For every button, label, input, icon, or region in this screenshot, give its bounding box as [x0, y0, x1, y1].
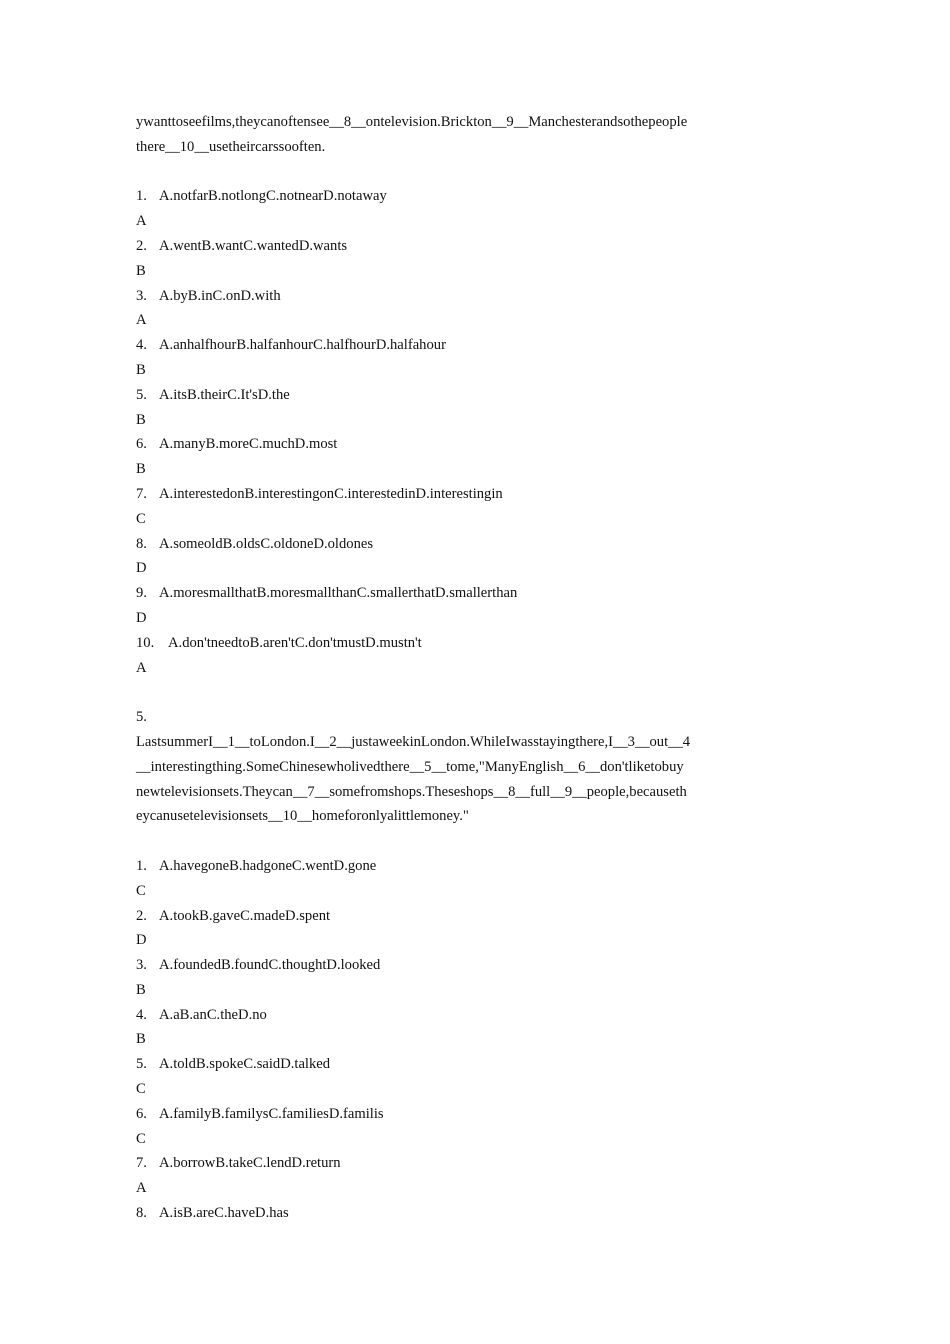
question-number: 10. [136, 634, 155, 651]
question-number: 9. [136, 585, 147, 602]
passage-line: ywanttoseefilms,theycanoftensee__8__ontelevision.Brickton__9__Manchesterandsothepeople [136, 114, 688, 130]
question-number: 3. [136, 287, 147, 304]
question-options: A.someoldB.oldsC.oldoneD.oldones [159, 535, 374, 552]
question-item [136, 904, 756, 929]
answer: C [136, 510, 146, 527]
question-options: A.familyB.familysC.familiesD.familis [159, 1105, 384, 1122]
question-options: A.borrowB.takeC.lendD.return [159, 1155, 341, 1172]
answer: B [136, 461, 146, 478]
passage-5 [136, 730, 756, 829]
answer: A [136, 1180, 147, 1197]
answer: C [136, 1081, 146, 1098]
question-options: A.toldB.spokeC.saidD.talked [159, 1056, 331, 1073]
question-item [136, 482, 756, 507]
answer: D [136, 560, 147, 577]
question-item [136, 532, 756, 557]
question-options: A.interestedonB.interestingonC.interestedinD.interestingin [159, 485, 503, 502]
question-number: 1. [136, 857, 147, 874]
answer: B [136, 361, 146, 378]
question-options: A.byB.inC.onD.with [159, 287, 281, 304]
question-item [136, 383, 756, 408]
question-options: A.moresmallthatB.moresmallthanC.smallerthatD.smallerthan [159, 585, 518, 602]
question-number: 4. [136, 1006, 147, 1023]
question-item [136, 432, 756, 457]
question-item [136, 1052, 756, 1077]
passage-line: __interestingthing.SomeChinesewholivedthere__5__tome,"ManyEnglish__6__don'tliketobuy [136, 758, 684, 775]
question-options: A.don'tneedtoB.aren'tC.don'tmustD.mustn't [168, 634, 422, 651]
answer: B [136, 262, 146, 279]
question-item [136, 284, 756, 309]
spacer [136, 680, 756, 705]
passage-line: eycanusetelevisionsets__10__homeforonlyalittlemoney." [136, 808, 469, 825]
question-list-5 [136, 854, 756, 1226]
question-number: 2. [136, 237, 147, 254]
question-item [136, 234, 756, 259]
question-item [136, 1003, 756, 1028]
answer: D [136, 609, 147, 626]
answer: A [136, 659, 147, 676]
question-options: A.notfarB.notlongC.notnearD.notaway [159, 188, 387, 205]
answer: A [136, 213, 147, 230]
question-options: A.havegoneB.hadgoneC.wentD.gone [159, 857, 377, 874]
question-number: 6. [136, 1105, 147, 1122]
question-options: A.wentB.wantC.wantedD.wants [159, 237, 348, 254]
question-number: 5. [136, 1056, 147, 1073]
answer: B [136, 1031, 146, 1048]
question-number: 2. [136, 907, 147, 924]
question-number: 7. [136, 1155, 147, 1172]
question-options: A.isB.areC.haveD.has [159, 1205, 289, 1222]
section-number: 5. [136, 709, 147, 726]
question-item [136, 854, 756, 879]
passage-4-tail [136, 110, 756, 160]
spacer [136, 160, 756, 185]
question-number: 8. [136, 535, 147, 552]
question-item [136, 581, 756, 606]
question-item [136, 184, 756, 209]
page-content [136, 110, 756, 1226]
passage-line: LastsummerI__1__toLondon.I__2__justaweekinLondon.WhileIwasstayingthere,I__3__out__4 [136, 733, 691, 750]
question-item [136, 631, 756, 656]
question-list-4 [136, 184, 756, 680]
answer: C [136, 1130, 146, 1147]
question-options: A.aB.anC.theD.no [159, 1006, 267, 1023]
question-number: 8. [136, 1205, 147, 1222]
question-number: 3. [136, 957, 147, 974]
answer: B [136, 981, 146, 998]
question-item [136, 1201, 756, 1226]
answer: C [136, 882, 146, 899]
question-options: A.manyB.moreC.muchD.most [159, 436, 338, 453]
question-item [136, 333, 756, 358]
question-item [136, 1102, 756, 1127]
question-number: 1. [136, 188, 147, 205]
answer: A [136, 312, 147, 329]
question-number: 4. [136, 337, 147, 354]
answer: B [136, 411, 146, 428]
passage-line: newtelevisionsets.Theycan__7__somefromshops.Theseshops__8__full__9__people,becauseth [136, 783, 687, 800]
spacer [136, 829, 756, 854]
question-options: A.foundedB.foundC.thoughtD.looked [159, 957, 381, 974]
question-options: A.itsB.theirC.It'sD.the [159, 386, 290, 403]
question-options: A.anhalfhourB.halfanhourC.halfhourD.halfahour [159, 337, 446, 354]
question-number: 5. [136, 386, 147, 403]
answer: D [136, 932, 147, 949]
question-item [136, 1151, 756, 1176]
question-number: 6. [136, 436, 147, 453]
question-number: 7. [136, 485, 147, 502]
question-item [136, 953, 756, 978]
question-options: A.tookB.gaveC.madeD.spent [159, 907, 331, 924]
passage-line: there__10__usetheircarssooften. [136, 138, 326, 155]
